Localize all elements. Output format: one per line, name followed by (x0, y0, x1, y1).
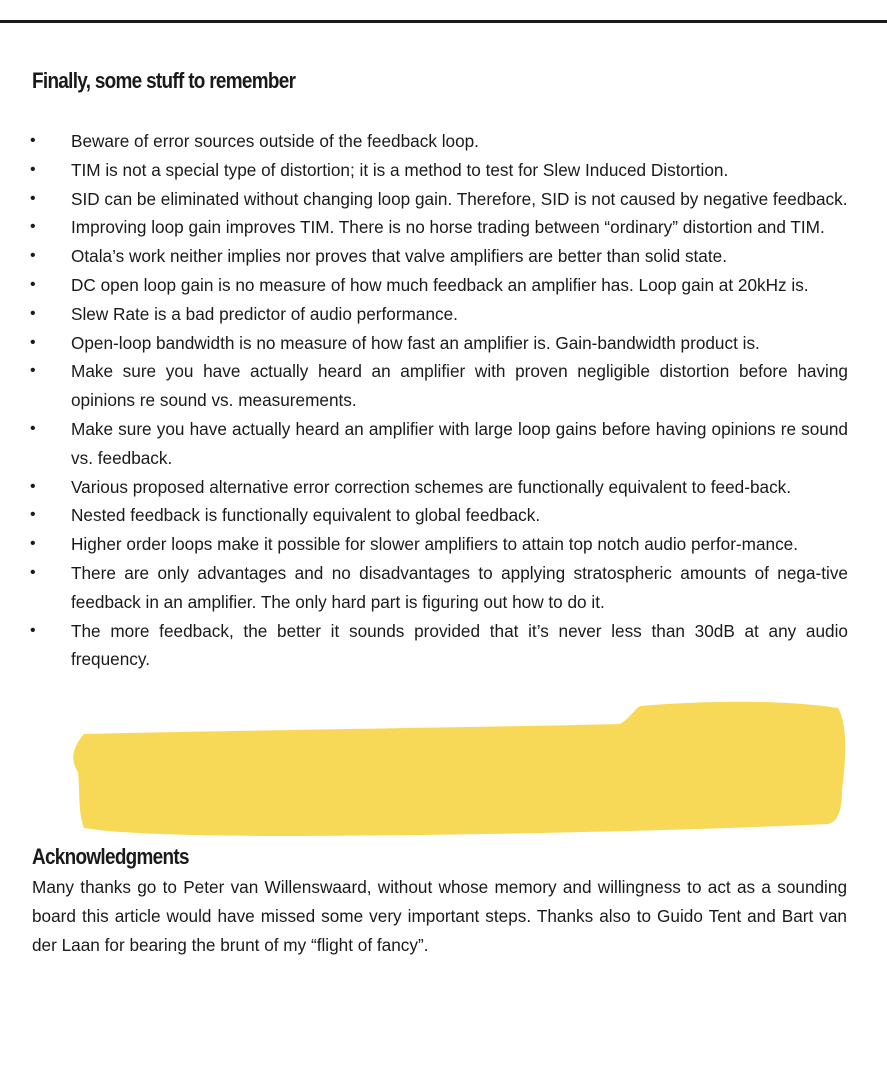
list-item: • Open-loop bandwidth is no measure of how fast an amplifier is. Gain-bandwidth product is. (30, 329, 848, 358)
bullet-icon: • (30, 275, 36, 293)
highlight-stroke (73, 702, 845, 836)
section-heading-acknowledgments: Acknowledgments (32, 844, 189, 869)
list-item: • DC open loop gain is no measure of how much feedback an amplifier has. Loop gain at 20kHz is. (30, 271, 848, 300)
bullet-icon: • (30, 304, 36, 322)
list-item: • Beware of error sources outside of the feedback loop. (30, 127, 848, 156)
list-item: • Make sure you have actually heard an amplifier with large loop gains before having opinions re sound vs. feedback. (30, 415, 848, 473)
list-item: • The more feedback, the better it sounds provided that it’s never less than 30dB at any audio frequency. (30, 617, 848, 675)
list-item: • Slew Rate is a bad predictor of audio performance. (30, 300, 848, 329)
list-item: • Make sure you have actually heard an amplifier with proven negligible distortion before having opinions re sound vs. measurements. (30, 357, 848, 415)
list-item: • Various proposed alternative error correction schemes are functionally equivalent to feed-back. (30, 473, 848, 502)
bullet-icon: • (30, 132, 36, 149)
list-item: • Nested feedback is functionally equivalent to global feedback. (30, 501, 848, 530)
bullet-icon: • (30, 247, 36, 265)
bullet-icon: • (30, 506, 36, 524)
list-item: • Higher order loops make it possible for slower amplifiers to attain top notch audio perfor-mance. (30, 530, 848, 559)
bullet-icon: • (30, 160, 36, 178)
section-heading-finally: Finally, some stuff to remember (32, 68, 296, 93)
bullet-icon: • (30, 477, 36, 495)
bullet-icon: • (30, 189, 36, 207)
list-item: • TIM is not a special type of distortion; it is a method to test for Slew Induced Distortion. (30, 156, 848, 185)
acknowledgments-paragraph: Many thanks go to Peter van Willenswaard, without whose memory and willingness to act as a sounding board this article would have missed some very important steps. Thanks also to Guido Tent and Bart van der Laan for bearing the brunt of my “flight of fancy”. (32, 877, 847, 955)
bullet-icon: • (30, 362, 36, 380)
bullet-icon: • (30, 419, 36, 437)
bullet-icon: • (30, 621, 36, 639)
list-item: • Otala’s work neither implies nor proves that valve amplifiers are better than solid state. (30, 242, 848, 271)
list-item: • SID can be eliminated without changing loop gain. Therefore, SID is not caused by negative feedback. (30, 185, 848, 214)
bullet-icon: • (30, 333, 36, 351)
bullet-icon: • (30, 563, 36, 581)
bullet-icon: • (30, 218, 36, 236)
top-divider (0, 20, 887, 23)
list-item: • There are only advantages and no disadvantages to applying stratospheric amounts of nega-tive feedback in an amplifier. The only hard part is figuring out how to do it. (30, 559, 848, 617)
bullet-icon: • (30, 535, 36, 553)
remember-list (30, 127, 848, 674)
list-item: • Improving loop gain improves TIM. There is no horse trading between “ordinary” distortion and TIM. (30, 213, 848, 242)
